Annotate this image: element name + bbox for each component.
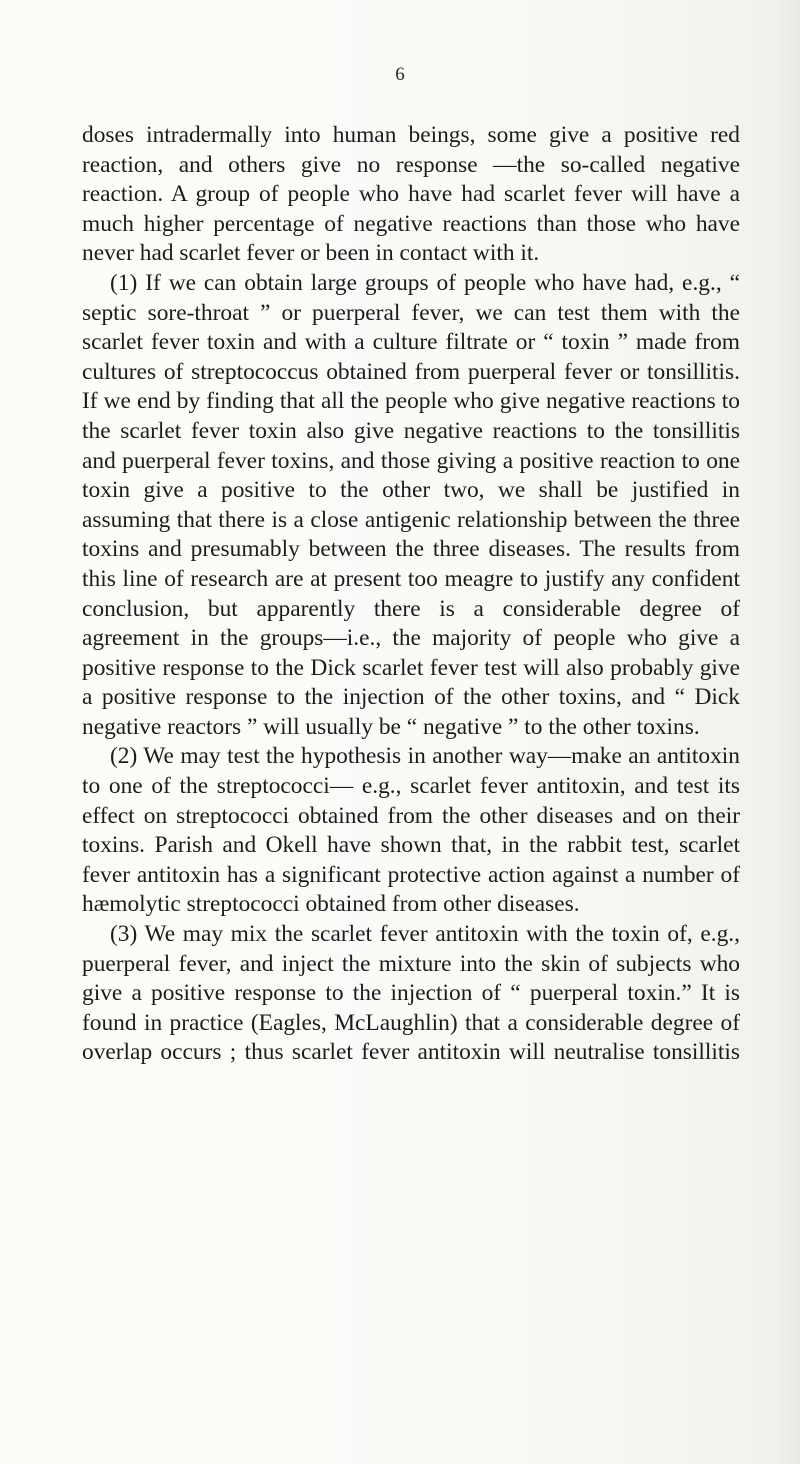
paragraph-point-1: (1) If we can obtain large groups of people who have had, e.g., “ septic sore-throat ” or puerperal fever, we can test them with the scarlet fever toxin and with a culture filtrate or “ toxin ” made from cultures of streptococcus obtained from puerperal fever or tonsillitis. If we end by finding that all the people who give negative reactions to the scarlet fever toxin also give negative reactions to the tonsillitis and puerperal fever toxins, and those giving a positive reaction to one toxin give a positive to the other two, we shall be justified in assuming that there is a close antigenic relationship between the three toxins and presumably between the three diseases. The results from this line of research are at present too meagre to justify any confident conclusion, but apparently there is a considerable degree of agreement in the groups—i.e., the majority of people who give a positive response to the Dick scarlet fever test will also probably give a positive response to the injection of the other toxins, and “ Dick negative reactors ” will usually be “ negative ” to the other toxins. [82,269,740,740]
body-text [82,121,740,1068]
paragraph-intro: doses intradermally into human beings, some give a positive red reaction, and others give no response —the so-called negative reaction. A group of people who have had scarlet fever will have a much higher percentage of negative reactions than those who have never had scarlet fever or been in contact with it. [82,122,740,267]
paragraph-point-3: (3) We may mix the scarlet fever antitoxin with the toxin of, e.g., puerperal fever, and inject the mixture into the skin of subjects who give a positive response to the injection of “ puerperal toxin.” It is found in practice (Eagles, McLaughlin) that a considerable degree of overlap occurs ; thus scarlet fever antitoxin will neutralise tonsillitis [82,921,740,1066]
paragraph-point-2: (2) We may test the hypothesis in another way—make an antitoxin to one of the streptococci— e.g., scarlet fever antitoxin, and test its effect on streptococci obtained from the other diseases and on their toxins. Parish and Okell have shown that, in the rabbit test, scarlet fever antitoxin has a significant protective action against a number of hæmolytic streptococci obtained from other diseases. [82,743,740,918]
page-number: 6 [395,64,405,85]
